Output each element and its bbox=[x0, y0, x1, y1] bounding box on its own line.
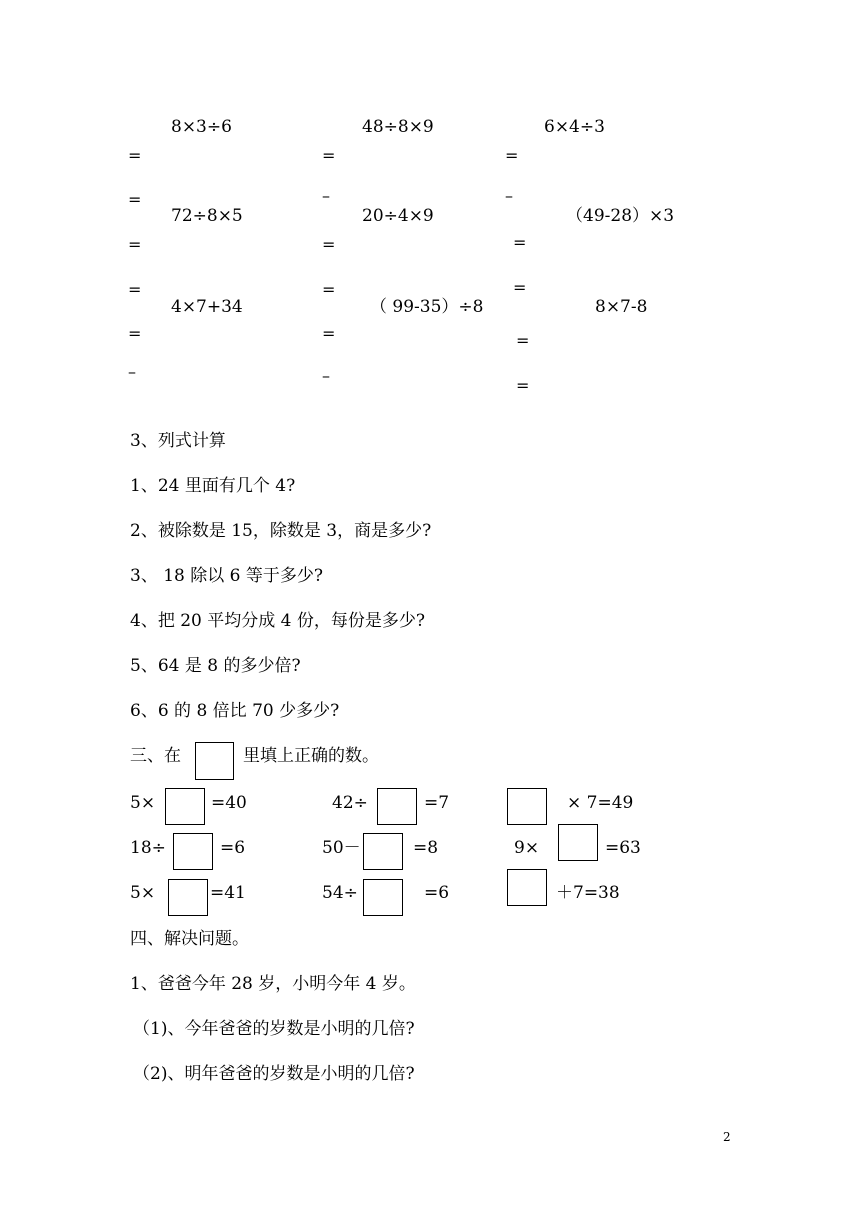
problem-statement: 1、爸爸今年 28 岁，小明今年 4 岁。 bbox=[130, 974, 416, 994]
fill-prefix: 54÷ bbox=[322, 883, 358, 903]
fill-box[interactable] bbox=[165, 788, 205, 825]
expr-r1-c3: 6×4÷3 bbox=[544, 117, 605, 137]
expr-r1-c1: 8×3÷6 bbox=[171, 117, 232, 137]
fill-prefix: 5× bbox=[130, 883, 156, 903]
word-problem: 2、被除数是 15，除数是 3，商是多少? bbox=[130, 521, 432, 541]
equals-sign: = bbox=[505, 146, 519, 165]
answer-dash: – bbox=[128, 362, 136, 381]
word-problem: 6、6 的 8 倍比 70 少多少? bbox=[130, 701, 340, 721]
fill-suffix: =41 bbox=[210, 883, 246, 903]
fill-prefix: 50－ bbox=[322, 838, 361, 858]
expr-r3-c3: 8×7-8 bbox=[595, 297, 648, 317]
part-heading-prefix: 三、在 bbox=[130, 746, 181, 766]
fill-box[interactable] bbox=[377, 788, 417, 825]
answer-dash: – bbox=[505, 186, 513, 205]
fill-box[interactable] bbox=[558, 824, 598, 861]
fill-box[interactable] bbox=[363, 833, 403, 870]
equals-sign: = bbox=[128, 190, 142, 209]
fill-box[interactable] bbox=[507, 869, 547, 906]
equals-sign: = bbox=[128, 146, 142, 165]
equals-sign: = bbox=[128, 235, 142, 254]
fill-suffix: =63 bbox=[605, 838, 641, 858]
fill-suffix: × 7=49 bbox=[567, 793, 634, 813]
word-problem: 4、把 20 平均分成 4 份，每份是多少? bbox=[130, 611, 425, 631]
equals-sign: = bbox=[322, 146, 336, 165]
fill-prefix: 18÷ bbox=[130, 838, 166, 858]
page-number: 2 bbox=[723, 1130, 731, 1144]
expr-r1-c2: 48÷8×9 bbox=[362, 117, 434, 137]
fill-prefix: 5× bbox=[130, 793, 156, 813]
answer-dash: – bbox=[322, 186, 330, 205]
sub-question: （1)、今年爸爸的岁数是小明的几倍? bbox=[133, 1019, 415, 1039]
fill-box[interactable] bbox=[173, 833, 213, 870]
fill-box[interactable] bbox=[507, 788, 547, 825]
word-problem: 5、64 是 8 的多少倍? bbox=[130, 656, 301, 676]
fill-suffix: =8 bbox=[413, 838, 439, 858]
expr-r2-c3: （49-28）×3 bbox=[566, 206, 675, 226]
equals-sign: = bbox=[322, 280, 336, 299]
sub-question: （2)、明年爸爸的岁数是小明的几倍? bbox=[133, 1064, 415, 1084]
section-heading: 3、列式计算 bbox=[130, 431, 226, 451]
part-heading-suffix: 里填上正确的数。 bbox=[243, 746, 379, 766]
fill-suffix: =6 bbox=[424, 883, 450, 903]
equals-sign: = bbox=[513, 233, 527, 252]
equals-sign: = bbox=[128, 324, 142, 343]
equals-sign: = bbox=[128, 280, 142, 299]
fill-suffix: =40 bbox=[211, 793, 247, 813]
answer-dash: – bbox=[322, 366, 330, 385]
fill-box[interactable] bbox=[363, 879, 403, 916]
expr-r2-c2: 20÷4×9 bbox=[362, 206, 434, 226]
fill-suffix: =7 bbox=[424, 793, 450, 813]
fill-prefix: 42÷ bbox=[332, 793, 368, 813]
word-problem: 1、24 里面有几个 4? bbox=[130, 476, 296, 496]
part-heading: 四、解决问题。 bbox=[130, 929, 249, 949]
equals-sign: = bbox=[322, 324, 336, 343]
equals-sign: = bbox=[513, 278, 527, 297]
word-problem: 3、 18 除以 6 等于多少? bbox=[130, 566, 323, 586]
fill-suffix: =6 bbox=[220, 838, 246, 858]
equals-sign: = bbox=[516, 331, 530, 350]
expr-r3-c1: 4×7+34 bbox=[171, 297, 243, 317]
fill-box[interactable] bbox=[168, 879, 208, 916]
expr-r2-c1: 72÷8×5 bbox=[171, 206, 243, 226]
fill-suffix: ＋7=38 bbox=[556, 883, 620, 903]
expr-r3-c2: （ 99-35）÷8 bbox=[370, 297, 484, 317]
equals-sign: = bbox=[516, 376, 530, 395]
example-box bbox=[195, 742, 234, 780]
equals-sign: = bbox=[322, 235, 336, 254]
fill-prefix: 9× bbox=[514, 838, 540, 858]
